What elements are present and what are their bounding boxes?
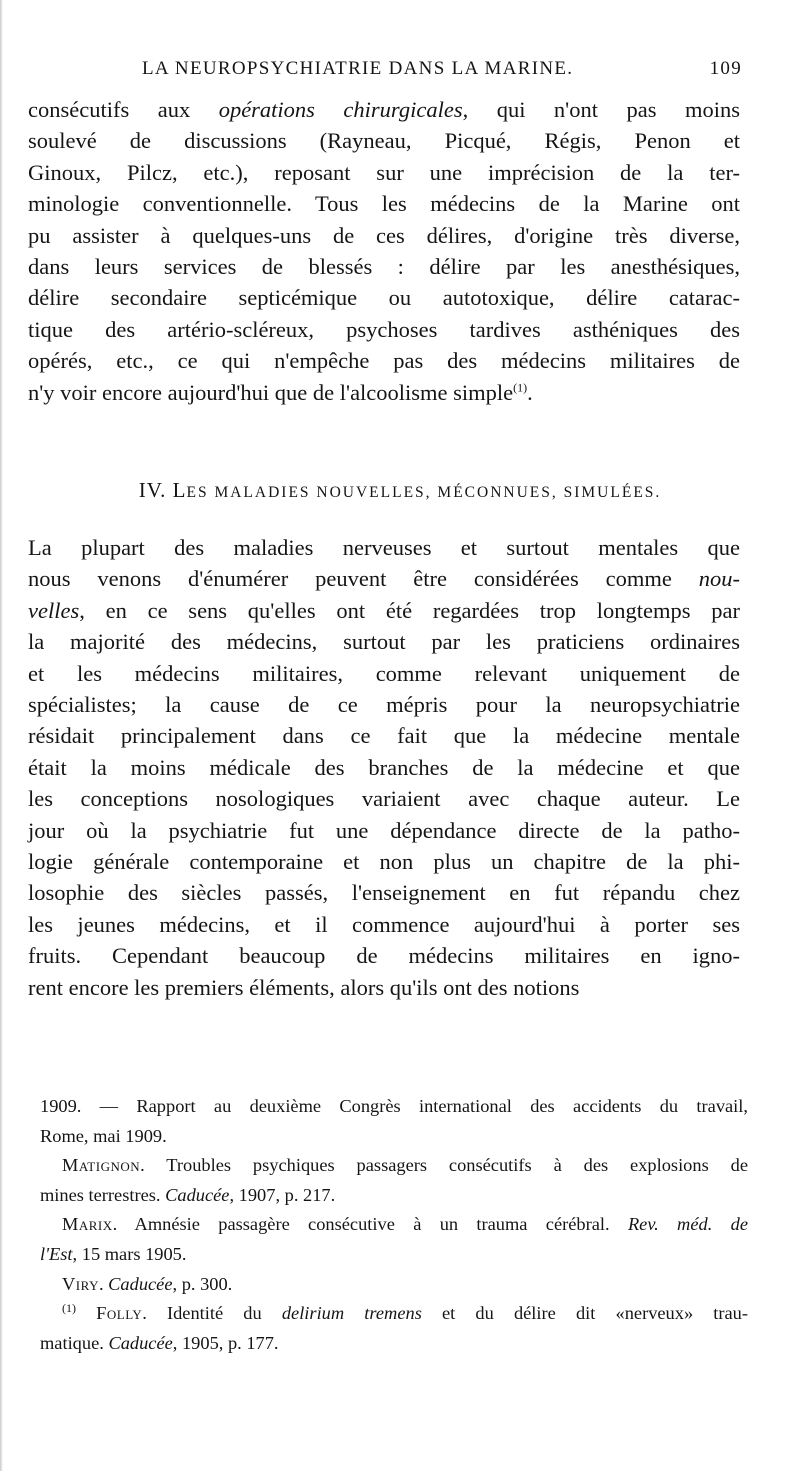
text-line: n'y voir encore aujourd'hui que de l'alcoolisme simple$^{(1)}$. — [28, 379, 533, 405]
text-line: pu assister à quelques-uns de ces délires, d'origine très diverse, — [28, 222, 740, 248]
footnote-line: matique. Caducée, 1905, p. 177. — [40, 1332, 279, 1353]
footnote-line: $^{(1)}$ Folly. Identité du delirium tremens et du délire dit «nerveux» trau- — [62, 1301, 748, 1324]
section-title: ES MALADIES NOUVELLES, MÉCONNUES, SIMULÉES. — [186, 484, 662, 501]
footnote — [40, 1270, 748, 1300]
text-line: jour où la psychiatrie fut une dépendance directe de la patho- — [28, 817, 740, 843]
text-line: délire secondaire septicémique ou autotoxique, délire catarac- — [28, 285, 740, 311]
author-name: Marix — [62, 1214, 113, 1235]
journal-title: Caducée — [108, 1273, 173, 1294]
text-line: dans leurs services de blessés : délire par les anesthésiques, — [28, 254, 740, 280]
text-line: minologie conventionnelle. Tous les médecins de la Marine ont — [28, 191, 740, 217]
footnote-line: Matignon. Troubles psychiques passagers consécutifs à des explosions de — [62, 1155, 748, 1176]
text-line: et les médecins militaires, comme relevant uniquement de — [28, 660, 740, 686]
italic-phrase: opérations chirurgicales — [218, 97, 463, 122]
text-line: consécutifs aux opérations chirurgicales, qui n'ont pas moins — [28, 97, 740, 122]
text-line: rent encore les premiers éléments, alors qu'ils ont des notions — [28, 974, 580, 1000]
journal-title: Caducée — [108, 1332, 173, 1353]
italic-phrase: velles — [28, 597, 80, 623]
scan-edge-shadow — [0, 0, 3, 1471]
footnote-line: Viry. Caducée, p. 300. — [62, 1273, 233, 1294]
text-line: La plupart des maladies nerveuses et surtout mentales que — [28, 535, 740, 560]
footnote-line: mines terrestres. Caducée, 1907, p. 217. — [40, 1184, 336, 1205]
italic-phrase: nou- — [698, 566, 740, 592]
section-heading — [0, 478, 800, 503]
author-name: Folly — [96, 1303, 143, 1324]
text-line: la majorité des médecins, surtout par les praticiens ordinaires — [28, 629, 740, 655]
text-line: résidait principalement dans ce fait que la médecine mentale — [28, 723, 740, 749]
text-line: spécialistes; la cause de ce mépris pour la neuropsychiatrie — [28, 692, 740, 718]
paragraph-continued — [28, 94, 740, 408]
text-line: les conceptions nosologiques variaient avec chaque auteur. Le — [28, 786, 740, 812]
text-line: tique des artério-scléreux, psychoses tardives asthéniques des — [28, 316, 740, 342]
text-line: logie générale contemporaine et non plus un chapitre de la phi- — [28, 849, 740, 875]
italic-phrase: delirium tremens — [281, 1303, 422, 1324]
footnote-line: 1909. — Rapport au deuxième Congrès international des accidents du travail, — [40, 1096, 748, 1116]
footnote-line: l'Est, 15 mars 1905. — [40, 1243, 187, 1264]
page-number: 109 — [709, 58, 742, 79]
footnote-reference[interactable]: (1) — [513, 380, 528, 395]
footnote-marker: (1) — [62, 1301, 76, 1316]
footnote — [40, 1299, 748, 1358]
text-line: losophie des siècles passés, l'enseignement en fut répandu chez — [28, 880, 740, 906]
text-line: nous venons d'énumérer peuvent être considérées comme nou- — [28, 566, 740, 592]
author-name: Viry — [62, 1273, 99, 1294]
running-head-title: LA NEUROPSYCHIATRIE DANS LA MARINE. — [142, 58, 574, 79]
text-line: fruits. Cependant beaucoup de médecins militaires en igno- — [28, 943, 740, 969]
text-line: était la moins médicale des branches de la médecine et que — [28, 754, 740, 780]
footnote-line: Marix. Amnésie passagère consécutive à un trauma cérébral. Rev. méd. de — [62, 1214, 748, 1235]
author-name: Matignon — [62, 1155, 141, 1176]
journal-title: Rev. méd. de — [627, 1214, 748, 1235]
footnote-line: Rome, mai 1909. — [40, 1125, 167, 1146]
text-line: soulevé de discussions (Rayneau, Picqué, Régis, Penon et — [28, 128, 740, 154]
paragraph — [28, 532, 740, 1003]
footnote — [40, 1151, 748, 1210]
text-line: les jeunes médecins, et il commence aujourd'hui à porter ses — [28, 911, 740, 937]
running-head — [142, 58, 742, 86]
text-line: opérés, etc., ce qui n'empêche pas des médecins militaires de — [28, 348, 740, 374]
journal-title: l'Est — [40, 1243, 73, 1264]
text-line: velles, en ce sens qu'elles ont été regardées trop longtemps par — [28, 597, 740, 623]
footnote — [40, 1092, 748, 1151]
footnotes — [40, 1092, 748, 1358]
footnote — [40, 1210, 748, 1269]
journal-title: Caducée — [165, 1184, 230, 1205]
text-line: Ginoux, Pilcz, etc.), reposant sur une imprécision de la ter- — [28, 159, 740, 185]
section-numeral: IV. L — [138, 478, 187, 502]
